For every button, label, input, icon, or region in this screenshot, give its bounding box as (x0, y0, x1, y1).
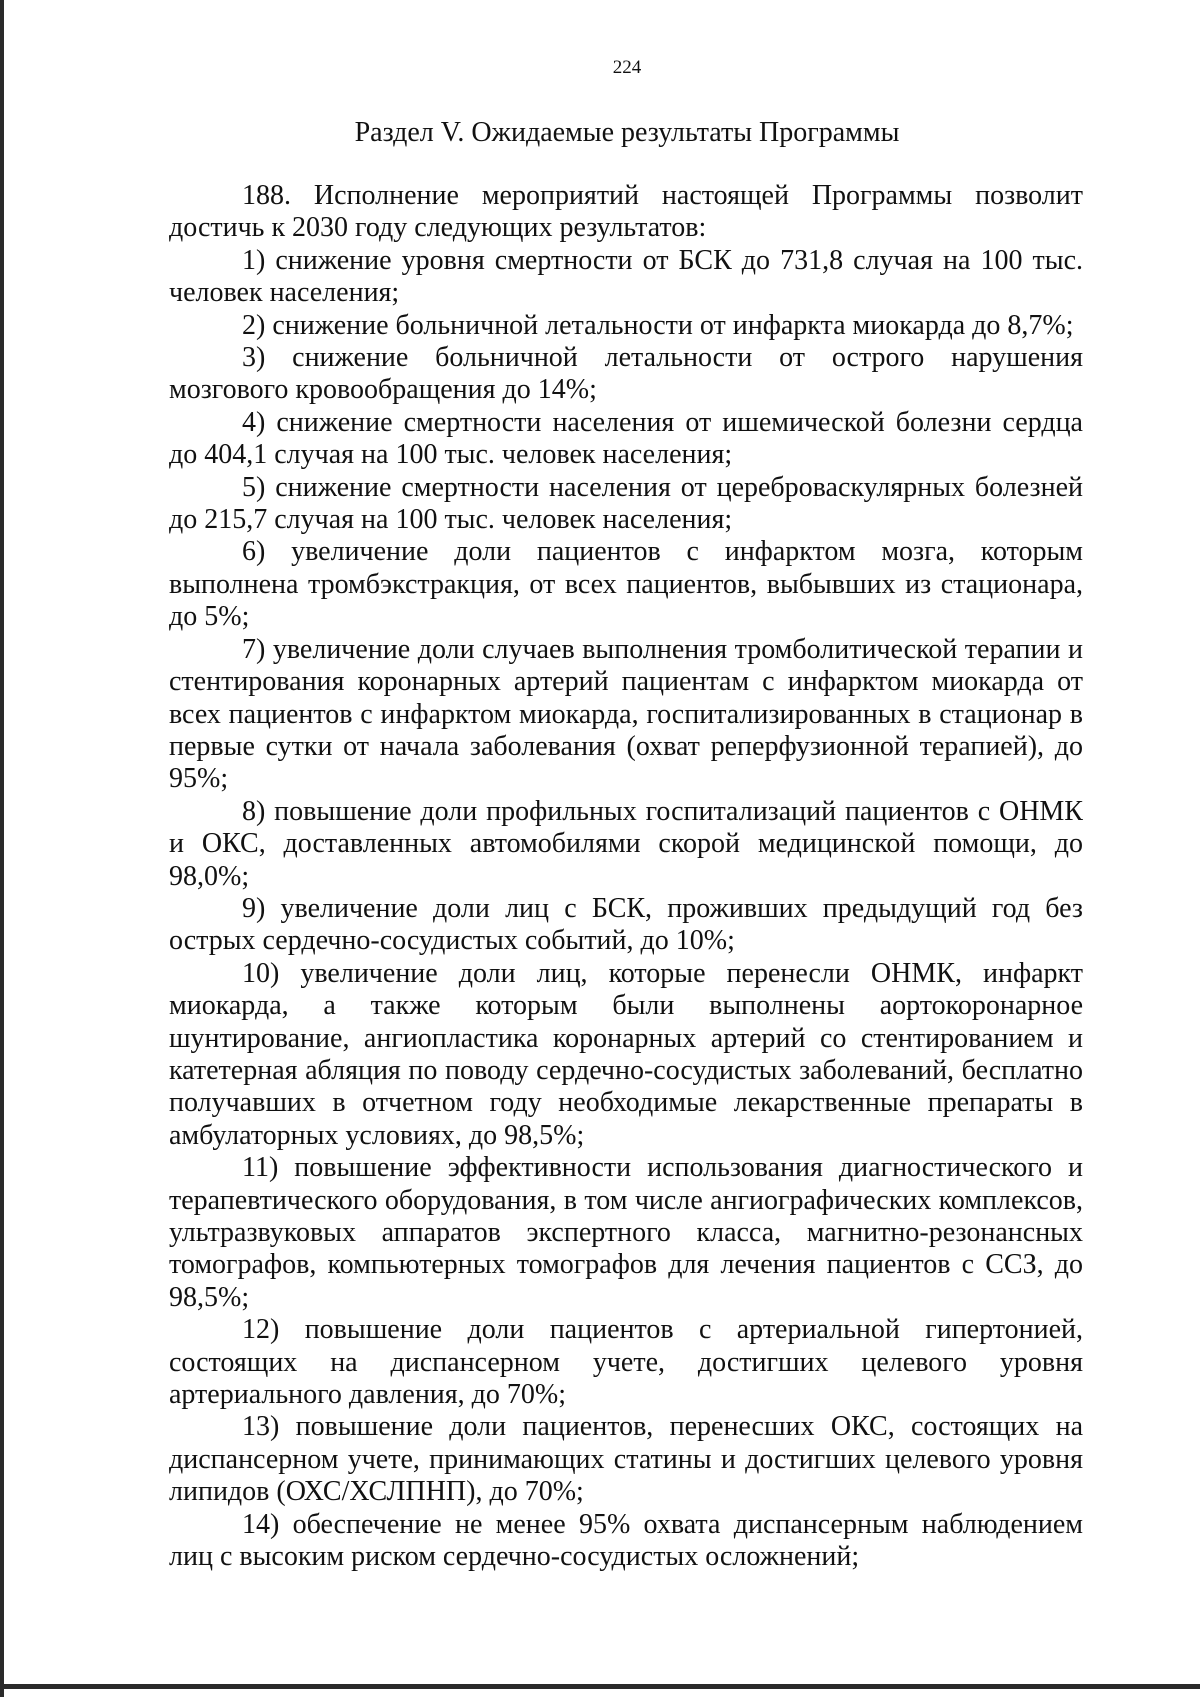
list-item-13: 13) повышение доли пациентов, перенесших ОКС, состоящих на диспансерном учете, принимающих статины и достигших целевого уровня липидов (ОХС/ХСЛПНП), до 70%; (169, 1411, 1083, 1508)
paragraph-188: 188. Исполнение мероприятий настоящей Программы позволит достичь к 2030 году следующих результатов: (169, 180, 1083, 244)
list-item-11: 11) повышение эффективности использования диагностического и терапевтического оборудования, в том числе ангиографических комплексов, ультразвуковых аппаратов экспертного класса, магнитно-резонансных томографов, компьютерных томографов для лечения пациентов с ССЗ, до 98,5%; (169, 1152, 1083, 1313)
list-item-10: 10) увеличение доли лиц, которые перенесли ОНМК, инфаркт миокарда, а также которым были выполнены аортокоронарное шунтирование, ангиопластика коронарных артерий со стентированием и катетерная абляция по поводу сердечно-сосудистых заболеваний, бесплатно получавших в отчетном году необходимые лекарственные препараты в амбулаторных условиях, до 98,5%; (169, 957, 1083, 1151)
document-body (169, 180, 1083, 1573)
list-item-14: 14) обеспечение не менее 95% охвата диспансерным наблюдением лиц с высоким риском сердечно-сосудистых осложнений; (169, 1508, 1083, 1573)
scan-bottom-edge (0, 1684, 1200, 1689)
list-item-3: 3) снижение больничной летальности от острого нарушения мозгового кровообращения до 14%; (169, 342, 1083, 406)
list-item-1: 1) снижение уровня смертности от БСК до 731,8 случая на 100 тыс. человек населения; (169, 244, 1083, 309)
list-item-9: 9) увеличение доли лиц с БСК, проживших предыдущий год без острых сердечно-сосудистых событий, до 10%; (169, 892, 1083, 957)
page-number: 224 (612, 57, 642, 78)
list-item-5: 5) снижение смертности населения от цереброваскулярных болезней до 215,7 случая на 100 тыс. человек населения; (169, 471, 1083, 536)
list-item-6: 6) увеличение доли пациентов с инфарктом мозга, которым выполнена тромбэкстракция, от всех пациентов, выбывших из стационара, до 5%; (169, 536, 1083, 633)
list-item-4: 4) снижение смертности населения от ишемической болезни сердца до 404,1 случая на 100 тыс. человек населения; (169, 406, 1083, 471)
section-title: Раздел V. Ожидаемые результаты Программы (354, 117, 900, 148)
list-item-8: 8) повышение доли профильных госпитализаций пациентов с ОНМК и ОКС, доставленных автомобилями скорой медицинской помощи, до 98,0%; (169, 795, 1083, 892)
list-item-12: 12) повышение доли пациентов с артериальной гипертонией, состоящих на диспансерном учете, достигших целевого уровня артериального давления, до 70%; (169, 1314, 1083, 1411)
list-item-2: 2) снижение больничной летальности от инфаркта миокарда до 8,7%; (242, 309, 1074, 341)
list-item-7: 7) увеличение доли случаев выполнения тромболитической терапии и стентирования коронарных артерий пациентам с инфарктом миокарда от всех пациентов с инфарктом миокарда, госпитализированных в стационар в первые сутки от начала заболевания (охват реперфузионной терапией), до 95%; (169, 633, 1083, 795)
scan-left-edge (0, 0, 4, 1697)
